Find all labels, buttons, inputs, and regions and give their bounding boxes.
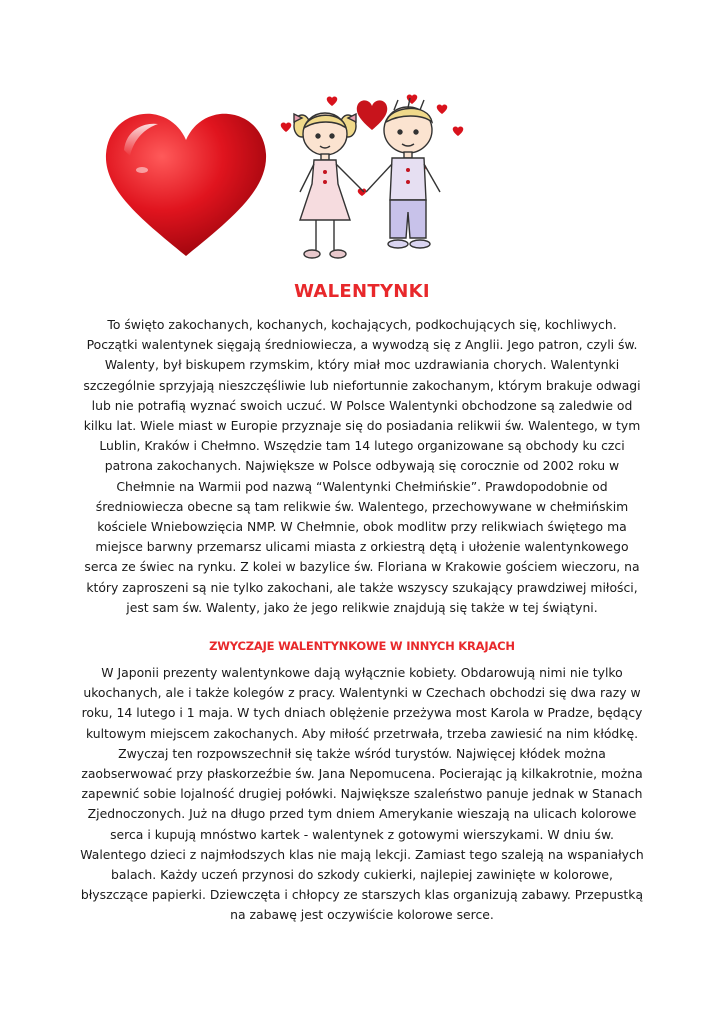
- intro-paragraph: To święto zakochanych, kochanych, kochających, podkochujących się, kochliwych. Początki walentynek sięgają średniowiecza, a wywodzą się z Anglii. Jego patron, czyli św. Walenty, był biskupem rzymskim, który miał moc uzdrawiania chorych. Walentynki szczególnie sprzyjają nieszczęśliwie lub niefortunnie zakochanym, którym brakuje odwagi lub nie potrafią wyznać swoich uczuć. W Polsce Walentynki obchodzone są zaledwie od kilku lat. Wiele miast w Europie przyznaje się do posiadania relikwii św. Walentego, w tym Lublin, Kraków i Chełmno. Wszędzie tam 14 lutego organizowane są obchody ku czci patrona zakochanych. Największe w Polsce odbywają się corocznie od 2002 roku w Chełmnie na Warmii pod nazwą “Walentynki Chełmińskie”. Prawdopodobnie od średniowiecza obecne są tam relikwie św. Walentego, przechowywane w chełmińskim kościele Wniebowzięcia NMP. W Chełmnie, obok modlitw przy relikwiach świętego ma miejsce barwny przemarsz ulicami miasta z orkiestrą dętą i ułożenie walentynkowego serca ze świec na rynku. Z kolei w bazylice św. Floriana w Krakowie gościem wieczoru, na który zaproszeni są nie tylko zakochani, ale także wszyscy szukający prawdziwej miłości, jest sam św. Walenty, jako że jego relikwie znajdują się także w tej świątyni.: [83, 317, 641, 615]
- heart-icon: [102, 110, 270, 260]
- page-title: WALENTYNKI: [294, 281, 430, 302]
- customs-paragraph: W Japonii prezenty walentynkowe dają wyłącznie kobiety. Obdarowują nimi nie tylko ukochanych, ale i także kolegów z pracy. Walentynki w Czechach obchodzi się dwa razy w roku, 14 lutego i 1 maja. W tych dniach oblężenie przeżywa most Karola w Pradze, będący kultowym miejscem zakochanych. Aby miłość przetrwała, trzeba zawiesić na nim kłódkę. Zwyczaj ten rozpowszechnił się także wśród turystów. Najwięcej kłódek można zaobserwować przy płaskorzeźbie św. Jana Nepomucena. Pocierając ją kilkakrotnie, można zapewnić sobie lojalność drugiej połówki. Największe szaleństwo panuje jednak w Stanach Zjednoczonych. Już na długo przed tym dniem Amerykanie wieszają na ulicach kolorowe serca i kupują mnóstwo kartek - walentynek z gotowymi wierszykami. W dniu św. Walentego dzieci z najmłodszych klas nie mają lekcji. Zamiast tego szaleją na wspaniałych balach. Każdy uczeń przynosi do szkody cukierki, najlepiej zawinięte w kolorowe, błyszczące papierki. Dziewczęta i chłopcy ze starszych klas organizują zabawy. Przepustką na zabawę jest oczywiście kolorowe serce.: [80, 665, 644, 923]
- section-heading: ZWYCZAJE WALENTYNKOWE W INNYCH KRAJACH: [209, 639, 515, 653]
- valentine-kids-illustration: [282, 88, 460, 264]
